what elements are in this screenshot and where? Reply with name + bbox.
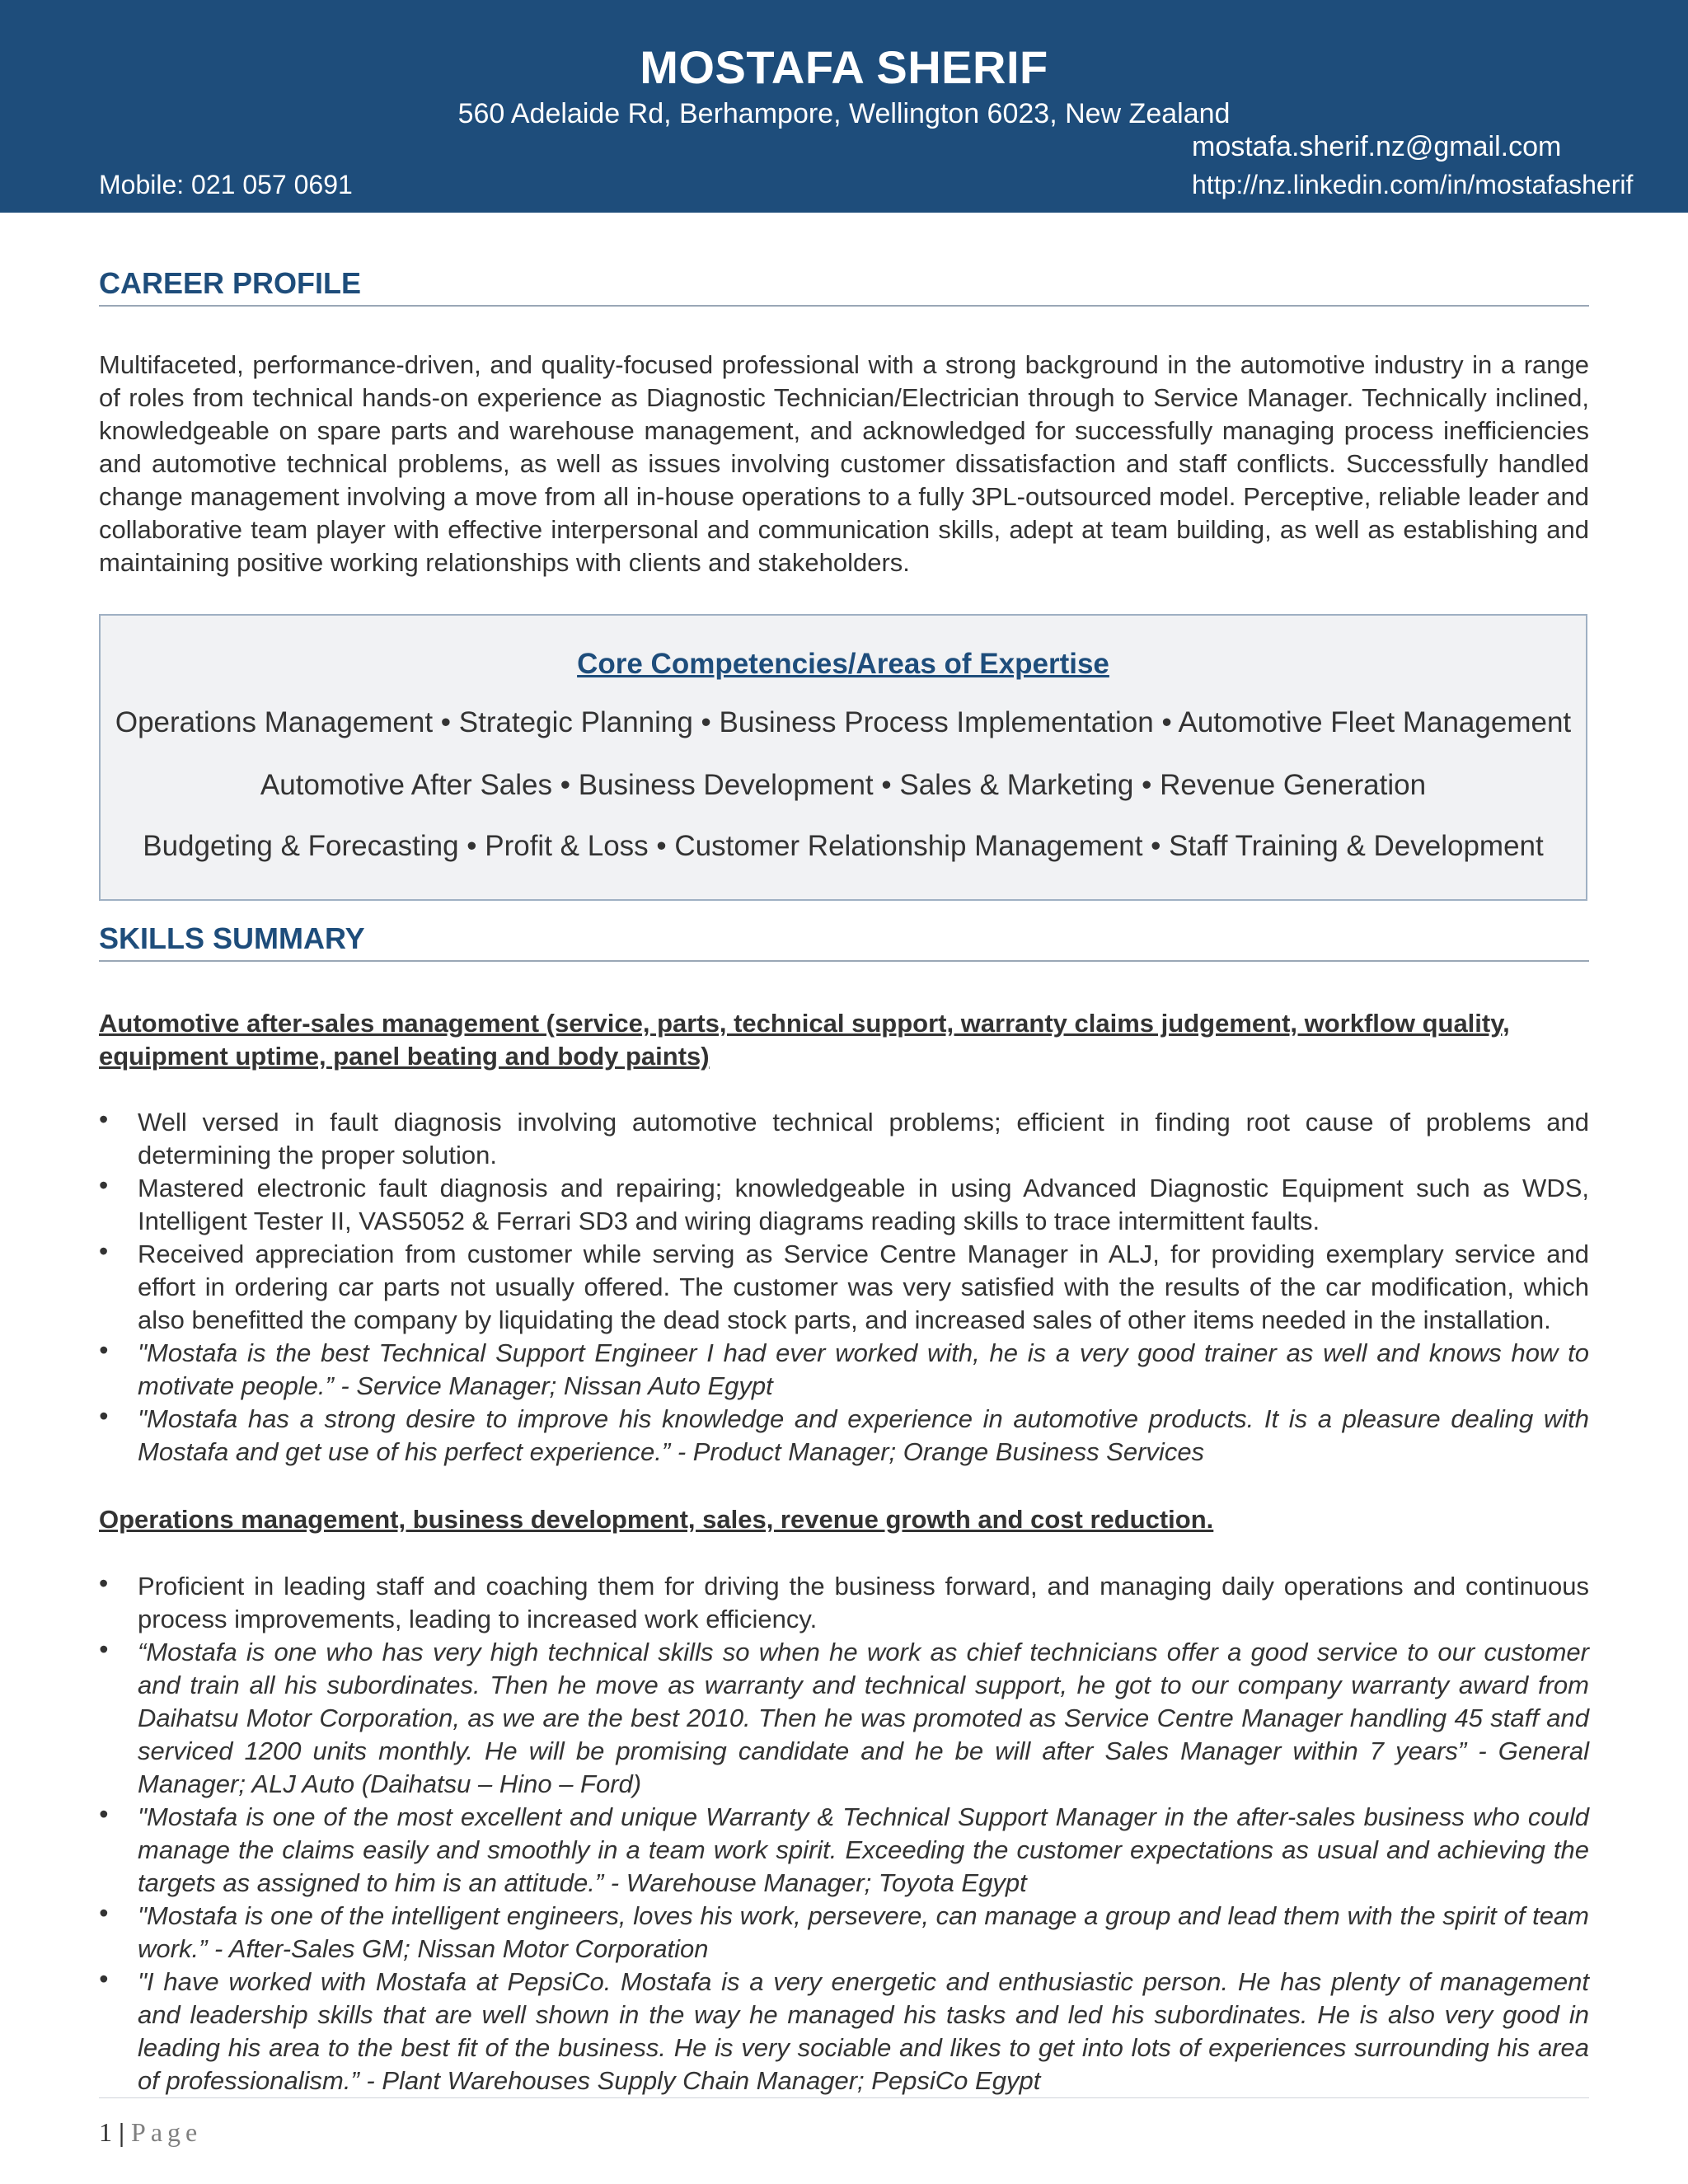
list-item: • "Mostafa is one of the intelligent engineers, loves his work, persevere, can manage a group and lead them with the spirit of team work.” - After-Sales GM; Nissan Motor Corporation xyxy=(99,1898,1589,1963)
page-separator: | xyxy=(119,2117,125,2147)
competencies-title: Core Competencies/Areas of Expertise xyxy=(577,648,1109,680)
bullet-icon: • xyxy=(99,1799,109,1829)
email-link[interactable]: mostafa.sherif.nz@gmail.com xyxy=(1192,131,1562,162)
footer-divider xyxy=(99,2097,1589,2098)
bullet-icon: • xyxy=(99,1964,109,1994)
page-label: Page xyxy=(131,2117,203,2147)
competencies-line: Budgeting & Forecasting • Profit & Loss • Customer Relationship Management • Staff Training & Development xyxy=(143,830,1544,862)
bullet-icon: • xyxy=(99,1335,109,1365)
bullet-icon: • xyxy=(99,1401,109,1431)
bullet-icon: • xyxy=(99,1170,109,1200)
page-number: 1 xyxy=(99,2117,112,2147)
skills-summary-heading: SKILLS SUMMARY xyxy=(99,921,1589,962)
skill-group-title: Automotive after-sales management (service, parts, technical support, warranty claims judgement, workflow quality, equipment uptime, panel beating and body paints) xyxy=(99,1009,1510,1071)
skill-bullet-list xyxy=(99,1570,1589,2097)
header-banner xyxy=(0,0,1688,213)
candidate-name: MOSTAFA SHERIF xyxy=(640,41,1048,93)
competencies-box xyxy=(99,614,1587,901)
bullet-icon: • xyxy=(99,1236,109,1266)
list-item: • Well versed in fault diagnosis involving automotive technical problems; efficient in finding root cause of problems and determining the proper solution. xyxy=(99,1104,1589,1169)
bullet-icon: • xyxy=(99,1634,109,1664)
list-item: • Received appreciation from customer while serving as Service Centre Manager in ALJ, for providing exemplary service and effort in ordering car parts not usually offered. The customer was very satisfied with the results of the car modification, which also benefitted the company by liquidating the dead stock parts, and increased sales of other items needed in the installation. xyxy=(99,1236,1589,1334)
mobile-number: Mobile: 021 057 0691 xyxy=(99,170,353,199)
list-item: • “Mostafa is one who has very high technical skills so when he work as chief technicians offer a good service to our customer and train all his subordinates. Then he move as warranty and technical support, he got to our company warranty award from Daihatsu Motor Corporation, as we are the best 2010. Then he was promoted as Service Centre Manager handling 45 staff and serviced 1200 units monthly. He will be promising candidate and he be will after Sales Manager within 7 years” - General Manager; ALJ Auto (Daihatsu – Hino – Ford) xyxy=(99,1634,1589,1798)
list-item: • Proficient in leading staff and coaching them for driving the business forward, and managing daily operations and continuous process improvements, leading to increased work efficiency. xyxy=(99,1568,1589,1633)
competencies-line: Automotive After Sales • Business Development • Sales & Marketing • Revenue Generation xyxy=(260,769,1427,801)
linkedin-link[interactable]: http://nz.linkedin.com/in/mostafasherif xyxy=(1192,170,1634,199)
list-item: • Mastered electronic fault diagnosis and repairing; knowledgeable in using Advanced Diagnostic Equipment such as WDS, Intelligent Tester II, VAS5052 & Ferrari SD3 and wiring diagrams reading skills to trace intermittent faults. xyxy=(99,1170,1589,1235)
career-profile-heading: CAREER PROFILE xyxy=(99,265,1589,307)
skill-group-title: Operations management, business development, sales, revenue growth and cost reduction. xyxy=(99,1505,1214,1534)
bullet-icon: • xyxy=(99,1898,109,1928)
competencies-line: Operations Management • Strategic Planning • Business Process Implementation • Automotive Fleet Management xyxy=(115,706,1572,738)
list-item: • "Mostafa has a strong desire to improve his knowledge and experience in automotive products. It is a pleasure dealing with Mostafa and get use of his perfect experience.” - Product Manager; Orange Business Services xyxy=(99,1401,1589,1466)
list-item: • "Mostafa is one of the most excellent and unique Warranty & Technical Support Manager in the after-sales business who could manage the claims easily and smoothly in a team work spirit. Exceeding the customer expectations as usual and achieving the targets as assigned to him is an attitude.” - Warehouse Manager; Toyota Egypt xyxy=(99,1799,1589,1897)
career-profile-text: Multifaceted, performance-driven, and quality-focused professional with a strong background in the automotive industry in a range of roles from technical hands-on experience as Diagnostic Technician/Electrician through to Service Manager. Technically inclined, knowledgeable on spare parts and warehouse management, and acknowledged for successfully managing process inefficiencies and automotive technical problems, as well as issues involving customer dissatisfaction and staff conflicts. Successfully handled change management involving a move from all in-house operations to a fully 3PL-outsourced model. Perceptive, reliable leader and collaborative team player with effective interpersonal and communication skills, adept at team building, as well as establishing and maintaining positive working relationships with clients and stakeholders. xyxy=(99,350,1589,577)
skill-bullet-list xyxy=(99,1106,1589,1469)
page-footer xyxy=(99,2116,202,2149)
bullet-icon: • xyxy=(99,1568,109,1598)
address: 560 Adelaide Rd, Berhampore, Wellington 6023, New Zealand xyxy=(457,98,1231,129)
list-item: • "Mostafa is the best Technical Support Engineer I had ever worked with, he is a very good trainer as well and knows how to motivate people.” - Service Manager; Nissan Auto Egypt xyxy=(99,1335,1589,1400)
bullet-icon: • xyxy=(99,1104,109,1134)
list-item: • "I have worked with Mostafa at PepsiCo. Mostafa is a very energetic and enthusiastic person. He has plenty of management and leadership skills that are well shown in the way he managed his tasks and led his subordinates. He is also very good in leading his area to the best fit of the business. He is very sociable and likes to get into lots of experiences surrounding his area of professionalism.” - Plant Warehouses Supply Chain Manager; PepsiCo Egypt xyxy=(99,1964,1589,2095)
